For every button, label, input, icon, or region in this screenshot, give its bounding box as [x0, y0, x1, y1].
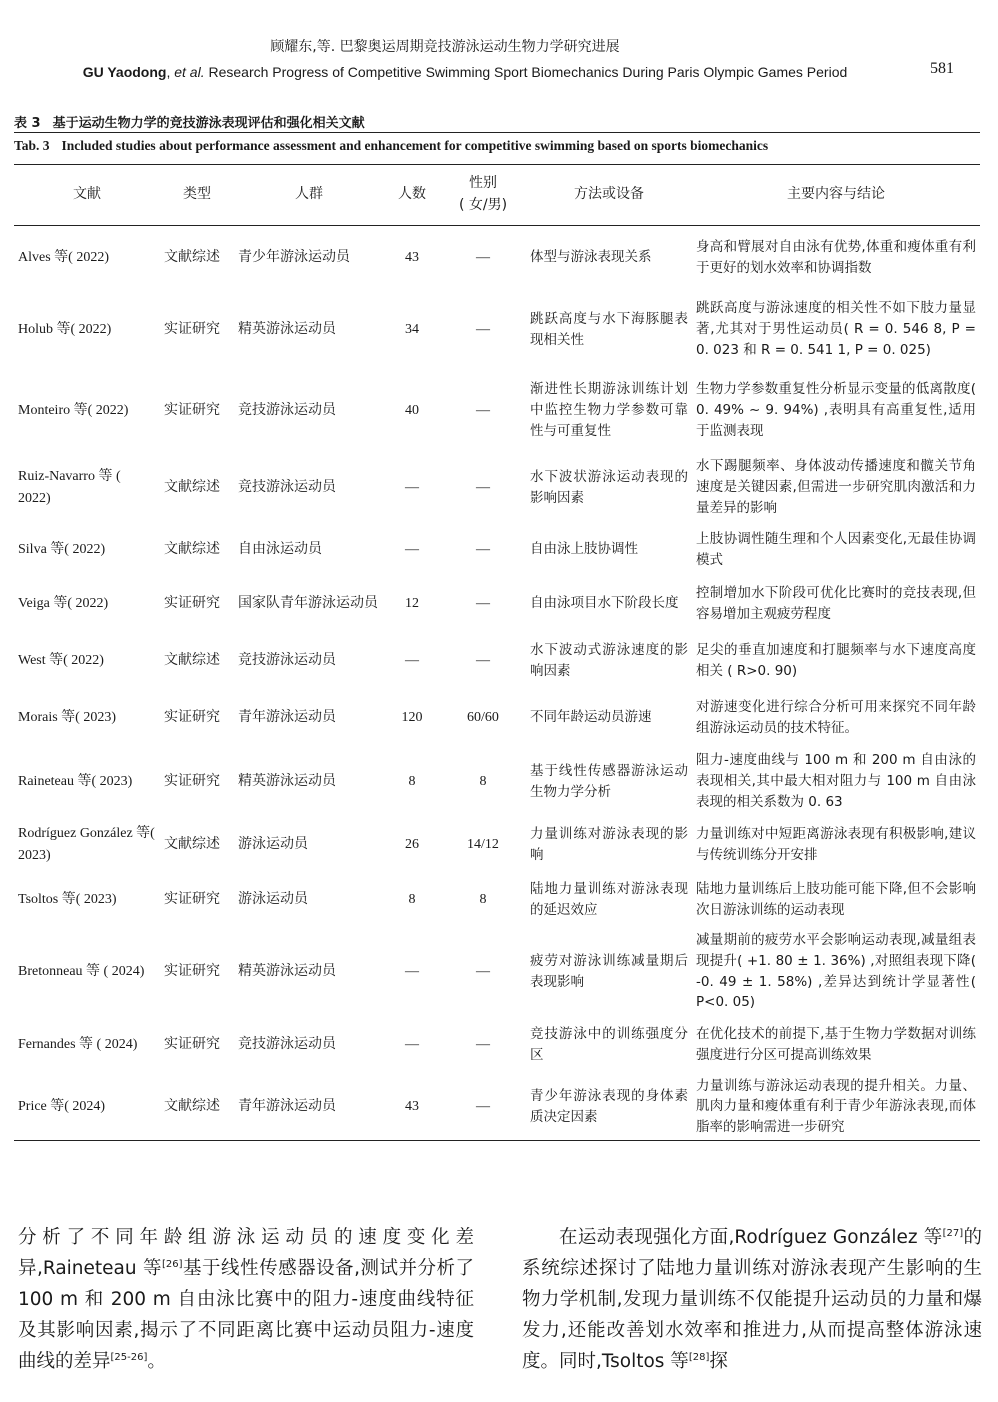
cell-method: 竞技游泳中的训练强度分区 [530, 1025, 688, 1063]
right-text-2: 的系统综述探讨了陆地力量训练对游泳表现产生影响的生物力学机制,发现力量训练不仅能提升运动员的力量和爆发力,还能改善划水效率和推进力,从而提高整体游泳速度。同时,Tsoltos 等 [522, 1227, 982, 1372]
cell-type: 实证研究 [164, 401, 220, 418]
cell-method: 自由泳上肢协调性 [530, 541, 638, 558]
right-text-3: 探 [709, 1351, 728, 1372]
table-row [14, 690, 980, 746]
cell-sex: — [476, 963, 490, 979]
table-row [14, 524, 980, 576]
table-label-en: Tab. 3 [14, 138, 50, 153]
table-row [14, 370, 980, 452]
citation-26: [26] [162, 1258, 183, 1270]
cell-sex: — [476, 402, 490, 418]
cell-method: 基于线性传感器游泳运动生物力学分析 [530, 762, 688, 800]
cell-count: 34 [405, 321, 419, 337]
cell-population: 竞技游泳运动员 [238, 1035, 336, 1052]
cell-conclusion: 生物力学参数重复性分析显示变量的低离散度( 0. 49% ~ 9. 94%) ,表明具有高重复性,适用于监测表现 [696, 381, 976, 439]
cell-type: 实证研究 [164, 708, 220, 725]
cell-count: — [405, 652, 419, 668]
cell-type: 文献综述 [164, 248, 220, 265]
cell-sex: — [476, 1036, 490, 1052]
cell-population: 国家队青年游泳运动员 [238, 594, 378, 611]
citation-27: [27] [942, 1227, 964, 1239]
col-header-count: 人数 [384, 165, 440, 226]
cell-method: 跳跃高度与水下海豚腿表现相关性 [530, 310, 688, 348]
col-header-conclusion: 主要内容与结论 [692, 165, 980, 226]
table-caption-cn-text: 基于运动生物力学的竞技游泳表现评估和强化相关文献 [52, 116, 365, 131]
cell-method: 水下波状游泳运动表现的影响因素 [530, 468, 688, 506]
cell-ref: Ruiz-Navarro 等 ( 2022) [18, 468, 121, 506]
cell-count: — [405, 1036, 419, 1052]
header-etal: et al. [174, 64, 205, 80]
table-caption-en-text: Included studies about performance assessment and enhancement for competitive swimming based on sports biomechanics [61, 138, 769, 153]
page-number: 581 [930, 60, 954, 77]
cell-ref: Bretonneau 等 ( 2024) [18, 963, 145, 979]
cell-type: 实证研究 [164, 772, 220, 789]
header-english-title: GU Yaodong, et al. Research Progress of Competitive Swimming Sport Biomechanics During Paris Olympic Games Period [82, 64, 848, 80]
cell-conclusion: 力量训练对中短距离游泳表现有积极影响,建议与传统训练分开安排 [696, 825, 976, 863]
cell-count: — [405, 541, 419, 557]
cell-ref: Fernandes 等 ( 2024) [18, 1036, 138, 1052]
table-row [14, 746, 980, 818]
body-column-right [522, 1222, 982, 1377]
table-row [14, 818, 980, 872]
cell-conclusion: 在优化技术的前提下,基于生物力学数据对训练强度进行分区可提高训练效果 [696, 1025, 976, 1063]
cell-type: 实证研究 [164, 594, 220, 611]
cell-population: 青少年游泳运动员 [238, 248, 350, 265]
cell-conclusion: 陆地力量训练后上肢功能可能下降,但不会影响次日游泳训练的运动表现 [696, 880, 976, 918]
cell-sex: 8 [479, 891, 487, 907]
literature-table [14, 164, 980, 1141]
cell-type: 文献综述 [164, 540, 220, 557]
table-row [14, 576, 980, 632]
cell-ref: West 等( 2022) [18, 652, 104, 668]
table-row [14, 1074, 980, 1141]
header-english-text: Research Progress of Competitive Swimming Sport Biomechanics During Paris Olympic Games Period [208, 64, 848, 80]
cell-sex: — [476, 652, 490, 668]
cell-conclusion: 身高和臂展对自由泳有优势,体重和瘦体重有利于更好的划水效率和协调指数 [696, 238, 976, 276]
cell-conclusion: 减量期前的疲劳水平会影响运动表现,减量组表现提升( +1. 80 ± 1. 36%) ,对照组表现下降( -0. 49 ± 1. 58%) ,差异达到统计学显著性( P<0. 05) [696, 931, 976, 1011]
col-header-method: 方法或设备 [526, 165, 692, 226]
cell-conclusion: 跳跃高度与游泳速度的相关性不如下肢力量显著,尤其对于男性运动员( R = 0. 546 8, P = 0. 023 和 R = 0. 541 1, P = 0. 025) [696, 300, 976, 358]
cell-method: 疲劳对游泳训练减量期后表现影响 [530, 952, 688, 990]
table-caption-cn [14, 112, 365, 131]
cell-type: 实证研究 [164, 1035, 220, 1052]
col-header-sex-line2: ( 女/男) [458, 197, 508, 213]
table-row [14, 1016, 980, 1074]
cell-count: 43 [405, 1099, 419, 1115]
cell-type: 实证研究 [164, 962, 220, 979]
cell-count: 12 [405, 595, 419, 611]
header-author: GU Yaodong [82, 64, 167, 80]
cell-sex: — [476, 595, 490, 611]
cell-count: 40 [405, 402, 419, 418]
table-row [14, 452, 980, 524]
citation-25-26: [25-26] [110, 1351, 148, 1363]
cell-conclusion: 阻力-速度曲线与 100 m 和 200 m 自由泳的表现相关,其中最大相对阻力与 100 m 自由泳表现的相关系数为 0. 63 [696, 752, 976, 810]
col-header-type: 类型 [160, 165, 234, 226]
cell-sex: 14/12 [467, 836, 499, 852]
table-header-row [14, 165, 980, 226]
cell-population: 竞技游泳运动员 [238, 478, 336, 495]
cell-population: 竞技游泳运动员 [238, 401, 336, 418]
cell-population: 游泳运动员 [238, 890, 308, 907]
cell-conclusion: 水下踢腿频率、身体波动传播速度和髋关节角速度是关键因素,但需进一步研究肌肉激活和力量差异的影响 [696, 458, 976, 516]
cell-ref: Alves 等( 2022) [18, 249, 109, 265]
cell-population: 精英游泳运动员 [238, 962, 336, 979]
cell-population: 游泳运动员 [238, 835, 308, 852]
table-row [14, 928, 980, 1016]
cell-population: 自由泳运动员 [238, 540, 322, 557]
left-paragraph [18, 1222, 474, 1377]
cell-count: 8 [408, 891, 416, 907]
cell-method: 水下波动式游泳速度的影响因素 [530, 641, 688, 679]
cell-count: — [405, 963, 419, 979]
cell-population: 竞技游泳运动员 [238, 651, 336, 668]
cell-conclusion: 力量训练与游泳运动表现的提升相关。力量、肌肉力量和瘦体重有利于青少年游泳表现,而体脂率的影响需进一步研究 [696, 1077, 976, 1136]
table-caption-en [14, 138, 768, 154]
table-row [14, 632, 980, 690]
cell-ref: Monteiro 等( 2022) [18, 402, 129, 418]
cell-method: 渐进性长期游泳训练计划中监控生物力学参数可靠性与可重复性 [530, 381, 688, 439]
cell-type: 文献综述 [164, 651, 220, 668]
cell-type: 文献综述 [164, 478, 220, 495]
col-header-population: 人群 [234, 165, 384, 226]
col-header-sex-line1: 性别 [469, 175, 497, 192]
cell-ref: Rodríguez González 等( 2023) [18, 825, 155, 863]
citation-28: [28] [688, 1351, 710, 1363]
col-header-ref: 文献 [14, 165, 160, 226]
cell-count: 120 [401, 709, 423, 725]
header-rule [14, 132, 980, 133]
cell-count: 43 [405, 249, 419, 265]
cell-method: 陆地力量训练对游泳表现的延迟效应 [530, 880, 688, 918]
cell-sex: 60/60 [467, 709, 499, 725]
cell-method: 不同年龄运动员游速 [530, 709, 652, 726]
cell-sex: — [476, 249, 490, 265]
cell-sex: — [476, 479, 490, 495]
body-column-left [18, 1222, 474, 1377]
cell-population: 精英游泳运动员 [238, 772, 336, 789]
cell-ref: Veiga 等( 2022) [18, 595, 109, 611]
cell-type: 实证研究 [164, 320, 220, 337]
header-chinese-title: 顾耀东,等. 巴黎奥运周期竞技游泳运动生物力学研究进展 [270, 39, 620, 55]
cell-ref: Price 等( 2024) [18, 1099, 106, 1115]
cell-type: 实证研究 [164, 890, 220, 907]
cell-population: 青年游泳运动员 [238, 708, 336, 725]
cell-ref: Holub 等( 2022) [18, 321, 112, 337]
cell-method: 青少年游泳表现的身体素质决定因素 [530, 1087, 688, 1125]
cell-sex: — [476, 541, 490, 557]
cell-ref: Morais 等( 2023) [18, 709, 116, 725]
cell-count: 8 [408, 773, 416, 789]
col-header-sex [440, 165, 526, 226]
right-paragraph [522, 1222, 982, 1377]
cell-method: 力量训练对游泳表现的影响 [530, 825, 688, 863]
cell-conclusion: 对游速变化进行综合分析可用来探究不同年龄组游泳运动员的技术特征。 [696, 698, 976, 736]
cell-ref: Silva 等( 2022) [18, 541, 106, 557]
left-text-2: 基于线性传感器设备,测试并分析了 100 m 和 200 m 自由泳比赛中的阻力-速度曲线特征及其影响因素,揭示了不同距离比赛中运动员阻力-速度曲线的差异 [18, 1258, 474, 1372]
cell-sex: 8 [479, 773, 487, 789]
cell-count: — [405, 479, 419, 495]
cell-ref: Tsoltos 等( 2023) [18, 891, 117, 907]
cell-population: 精英游泳运动员 [238, 320, 336, 337]
cell-conclusion: 控制增加水下阶段可优化比赛时的竞技表现,但容易增加主观疲劳程度 [696, 584, 976, 622]
right-text-1: 在运动表现强化方面,Rodríguez González 等 [559, 1227, 943, 1248]
cell-sex: — [476, 321, 490, 337]
cell-type: 文献综述 [164, 1098, 220, 1115]
table-row [14, 872, 980, 928]
table-row [14, 226, 980, 290]
cell-conclusion: 上肢协调性随生理和个人因素变化,无最佳协调模式 [696, 530, 976, 568]
cell-method: 自由泳项目水下阶段长度 [530, 595, 679, 612]
cell-conclusion: 足尖的垂直加速度和打腿频率与水下速度高度相关 ( R>0. 90) [696, 641, 976, 679]
cell-sex: — [476, 1099, 490, 1115]
cell-ref: Raineteau 等( 2023) [18, 773, 133, 789]
cell-type: 文献综述 [164, 835, 220, 852]
cell-count: 26 [405, 836, 419, 852]
left-text-1: 分析了不同年龄组游泳运动员的速度变化差异,Raineteau 等 [18, 1227, 474, 1279]
table-row [14, 290, 980, 370]
left-text-3: 。 [147, 1351, 166, 1372]
table-label-cn: 表 3 [14, 116, 41, 131]
cell-population: 青年游泳运动员 [238, 1098, 336, 1115]
cell-method: 体型与游泳表现关系 [530, 249, 652, 266]
